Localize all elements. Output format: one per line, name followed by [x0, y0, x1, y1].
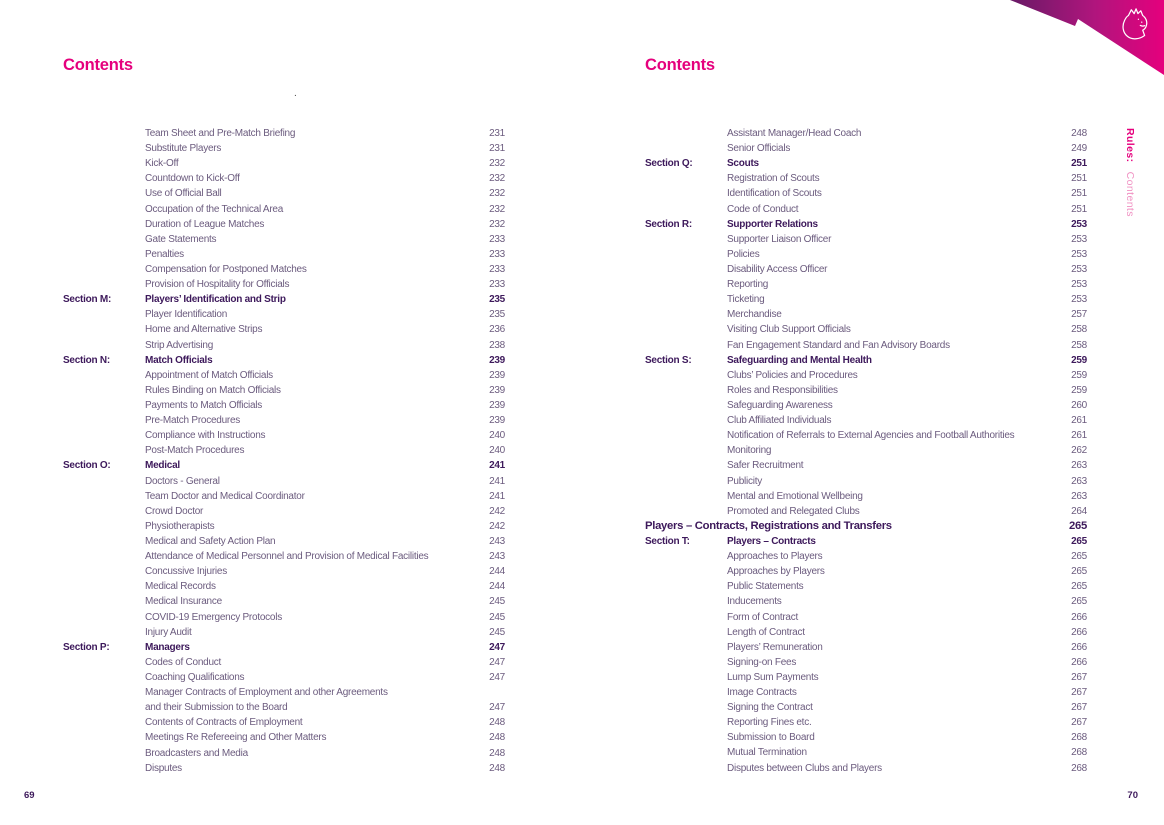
- entry-page-number: 253: [1071, 263, 1087, 275]
- toc-entry-row: [63, 398, 505, 413]
- entry-page-number: 249: [1071, 143, 1087, 155]
- entry-title: Meetings Re Refereeing and Other Matters: [145, 732, 327, 744]
- toc-entry-row: [645, 232, 1087, 247]
- entry-page-number: 258: [1071, 339, 1087, 351]
- toc-entry-row: [645, 262, 1087, 277]
- toc-entry-row: [645, 322, 1087, 337]
- entry-page-number: 259: [1071, 384, 1087, 396]
- entry-page-number: 248: [489, 732, 505, 744]
- toc-entry-row: [63, 519, 505, 534]
- entry-page-number: 251: [1071, 203, 1087, 215]
- entry-page-number: 263: [1071, 460, 1087, 472]
- entry-title: Kick-Off: [145, 158, 179, 170]
- entry-page-number: 248: [489, 747, 505, 759]
- entry-page-number: 268: [1071, 747, 1087, 759]
- toc-entry-row: [63, 247, 505, 262]
- toc-entry-row: [645, 126, 1087, 141]
- entry-page-number: 262: [1071, 445, 1087, 457]
- entry-title: Image Contracts: [727, 687, 797, 699]
- entry-page-number: 247: [489, 641, 505, 653]
- section-label: Section M:: [63, 294, 112, 306]
- entry-page-number: 265: [1071, 551, 1087, 563]
- entry-title: Disputes: [145, 762, 182, 774]
- entry-page-number: 231: [489, 128, 505, 139]
- toc-entry-row: [63, 579, 505, 594]
- toc-entry-row: [63, 232, 505, 247]
- entry-title: Inducements: [727, 596, 782, 608]
- side-tab-rules-contents: [1124, 128, 1136, 217]
- entry-title: Post-Match Procedures: [145, 445, 245, 457]
- entry-title: Appointment of Match Officials: [145, 369, 273, 381]
- entry-title: Players – Contracts: [727, 535, 816, 547]
- entry-title: Player Identification: [145, 309, 228, 321]
- entry-title: Visiting Club Support Officials: [727, 324, 851, 336]
- entry-page-number: 265: [1071, 566, 1087, 578]
- entry-page-number: 244: [489, 581, 505, 593]
- entry-page-number: 266: [1071, 626, 1087, 638]
- entry-page-number: 253: [1071, 279, 1087, 291]
- entry-page-number: 259: [1071, 354, 1087, 366]
- entry-page-number: 243: [489, 535, 505, 547]
- entry-title: Medical and Safety Action Plan: [145, 535, 276, 547]
- toc-entry-row: [645, 504, 1087, 519]
- entry-page-number: 265: [1071, 581, 1087, 593]
- entry-title: Home and Alternative Strips: [145, 324, 263, 336]
- toc-entry-row: [645, 171, 1087, 186]
- toc-entry-row: [645, 277, 1087, 292]
- section-label: Section P:: [63, 641, 110, 653]
- entry-title: Fan Engagement Standard and Fan Advisory Boards: [727, 339, 950, 351]
- toc-entry-row: [645, 247, 1087, 262]
- toc-entry-row: [645, 640, 1087, 655]
- toc-entry-row: [63, 186, 505, 201]
- entry-title: Crowd Doctor: [145, 505, 204, 517]
- entry-page-number: 235: [489, 309, 505, 321]
- entry-title: Compliance with Instructions: [145, 430, 266, 442]
- section-label: Section S:: [645, 354, 692, 366]
- entry-title: Mutual Termination: [727, 747, 807, 759]
- toc-entry-row: [645, 141, 1087, 156]
- toc-entry-row: [645, 307, 1087, 322]
- entry-title: Notification of Referrals to External Agencies and Football Authorities: [727, 430, 1015, 442]
- toc-entry-row: [63, 610, 505, 625]
- toc-entry-row: [645, 443, 1087, 458]
- entry-page-number: 239: [489, 369, 505, 381]
- toc-entry-row: [63, 549, 505, 564]
- entry-page-number: 253: [1071, 218, 1087, 230]
- entry-title: Medical: [145, 460, 180, 472]
- toc-section-row: [63, 458, 505, 473]
- side-tab-contents-label: Contents: [1124, 171, 1136, 217]
- entry-title: Lump Sum Payments: [727, 671, 819, 683]
- entry-title: Players – Contracts, Registrations and Transfers: [645, 519, 892, 532]
- entry-page-number: 233: [489, 279, 505, 291]
- entry-title: Reporting Fines etc.: [727, 717, 812, 729]
- entry-page-number: 232: [489, 203, 505, 215]
- entry-page-number: 239: [489, 399, 505, 411]
- entry-page-number: 232: [489, 218, 505, 230]
- entry-title: Identification of Scouts: [727, 188, 822, 200]
- toc-entry-row: [63, 383, 505, 398]
- toc-entry-row: [63, 564, 505, 579]
- entry-title: Mental and Emotional Wellbeing: [727, 490, 863, 502]
- toc-entry-row: [63, 202, 505, 217]
- entry-title: Safeguarding and Mental Health: [727, 354, 872, 366]
- entry-page-number: 239: [489, 415, 505, 427]
- entry-page-number: 260: [1071, 399, 1087, 411]
- toc-entry-row: [645, 610, 1087, 625]
- entry-title: Provision of Hospitality for Officials: [145, 279, 290, 291]
- toc-part-heading-row: [645, 519, 1087, 534]
- entry-page-number: 240: [489, 445, 505, 457]
- entry-title: Code of Conduct: [727, 203, 799, 215]
- entry-page-number: 261: [1071, 430, 1087, 442]
- entry-title: Pre-Match Procedures: [145, 415, 241, 427]
- toc-entry-row: [645, 428, 1087, 443]
- toc-entry-row: [645, 625, 1087, 640]
- toc-entry-row: [645, 655, 1087, 670]
- entry-page-number: 232: [489, 158, 505, 170]
- entry-page-number: 239: [489, 384, 505, 396]
- toc-entry-row: [63, 474, 505, 489]
- toc-section-row: [645, 156, 1087, 171]
- entry-title: Team Doctor and Medical Coordinator: [145, 490, 305, 502]
- entry-page-number: 264: [1071, 505, 1087, 517]
- entry-page-number: 247: [489, 671, 505, 683]
- entry-title: Publicity: [727, 475, 762, 487]
- entry-title: Signing-on Fees: [727, 656, 797, 668]
- entry-title: Compensation for Postponed Matches: [145, 263, 307, 275]
- entry-page-number: 233: [489, 263, 505, 275]
- entry-title: Roles and Responsibilities: [727, 384, 838, 396]
- folio-page-number-left: 69: [24, 790, 35, 801]
- entry-title: Approaches to Players: [727, 551, 823, 563]
- entry-title: Ticketing: [727, 294, 765, 306]
- entry-page-number: 247: [489, 702, 505, 714]
- entry-page-number: 231: [489, 143, 505, 155]
- entry-title: Supporter Relations: [727, 218, 818, 230]
- entry-page-number: 242: [489, 505, 505, 517]
- toc-section-row: [645, 353, 1087, 368]
- toc-entry-row: [645, 730, 1087, 745]
- toc-entry-row: [63, 428, 505, 443]
- entry-page-number: 267: [1071, 671, 1087, 683]
- entry-title: Physiotherapists: [145, 520, 215, 532]
- page-title-left: Contents: [63, 56, 133, 74]
- entry-title: Codes of Conduct: [145, 656, 222, 668]
- entry-title: Medical Insurance: [145, 596, 222, 608]
- toc-entry-row: [63, 368, 505, 383]
- toc-entry-row: [63, 413, 505, 428]
- entry-page-number: 253: [1071, 294, 1087, 306]
- toc-entry-row: [63, 504, 505, 519]
- entry-page-number: 233: [489, 248, 505, 260]
- entry-title: Countdown to Kick-Off: [145, 173, 240, 185]
- toc-entry-row: [63, 141, 505, 156]
- entry-page-number: 245: [489, 626, 505, 638]
- toc-entry-row: [645, 398, 1087, 413]
- entry-title: COVID-19 Emergency Protocols: [145, 611, 282, 623]
- toc-entry-row: [63, 670, 505, 685]
- entry-title: Merchandise: [727, 309, 782, 321]
- entry-title: Disputes between Clubs and Players: [727, 762, 882, 774]
- section-label: Section R:: [645, 218, 692, 230]
- entry-page-number: 251: [1071, 173, 1087, 185]
- toc-entry-row: [63, 685, 505, 715]
- entry-title: Club Affiliated Individuals: [727, 415, 832, 427]
- toc-entry-row: [645, 700, 1087, 715]
- toc-entry-row: [645, 670, 1087, 685]
- toc-list-left: [63, 126, 505, 776]
- entry-page-number: 258: [1071, 324, 1087, 336]
- folio-page-number-right: 70: [1127, 790, 1138, 801]
- entry-page-number: 265: [1071, 535, 1087, 547]
- entry-title: Match Officials: [145, 354, 213, 366]
- entry-title: Concussive Injuries: [145, 566, 227, 578]
- entry-title: Public Statements: [727, 581, 804, 593]
- entry-page-number: 265: [1071, 596, 1087, 608]
- entry-page-number: 257: [1071, 309, 1087, 321]
- entry-page-number: 232: [489, 188, 505, 200]
- entry-page-number: 247: [489, 656, 505, 668]
- section-label: Section O:: [63, 460, 111, 472]
- entry-title: Safer Recruitment: [727, 460, 804, 472]
- entry-title: Injury Audit: [145, 626, 192, 638]
- entry-page-number: 240: [489, 430, 505, 442]
- section-label: Section Q:: [645, 158, 693, 170]
- toc-entry-row: [63, 443, 505, 458]
- entry-title: Disability Access Officer: [727, 263, 828, 275]
- entry-title: Senior Officials: [727, 143, 791, 155]
- entry-title: Monitoring: [727, 445, 772, 457]
- entry-title: Use of Official Ball: [145, 188, 222, 200]
- entry-page-number: 267: [1071, 717, 1087, 729]
- entry-page-number: 251: [1071, 158, 1087, 170]
- entry-page-number: 263: [1071, 490, 1087, 502]
- toc-entry-row: [63, 171, 505, 186]
- entry-title: Players’ Identification and Strip: [145, 294, 286, 306]
- toc-entry-row: [645, 383, 1087, 398]
- entry-page-number: 235: [489, 294, 505, 306]
- entry-title: Substitute Players: [145, 143, 222, 155]
- toc-entry-row: [63, 746, 505, 761]
- toc-section-row: [63, 292, 505, 307]
- entry-title: Length of Contract: [727, 626, 805, 638]
- entry-title: Registration of Scouts: [727, 173, 820, 185]
- entry-page-number: 232: [489, 173, 505, 185]
- toc-entry-row: [645, 564, 1087, 579]
- entry-page-number: 239: [489, 354, 505, 366]
- entry-page-number: 233: [489, 233, 505, 245]
- toc-section-row: [645, 217, 1087, 232]
- toc-entry-row: [645, 715, 1087, 730]
- entry-page-number: 245: [489, 611, 505, 623]
- entry-title: Rules Binding on Match Officials: [145, 384, 281, 396]
- entry-title: Manager Contracts of Employment and other Agreements and their Submission to the Board: [145, 687, 388, 714]
- entry-title: Form of Contract: [727, 611, 799, 623]
- toc-entry-row: [63, 761, 505, 776]
- section-label: Section N:: [63, 354, 110, 366]
- entry-page-number: 248: [1071, 128, 1087, 139]
- entry-title: Broadcasters and Media: [145, 747, 248, 759]
- toc-list-right: [645, 126, 1087, 776]
- toc-entry-row: [645, 489, 1087, 504]
- corner-ribbon: [1000, 0, 1164, 80]
- toc-section-row: [645, 534, 1087, 549]
- entry-page-number: 242: [489, 520, 505, 532]
- entry-page-number: 245: [489, 596, 505, 608]
- side-tab-rules-label: Rules:: [1124, 128, 1136, 163]
- entry-page-number: 248: [489, 762, 505, 774]
- toc-entry-row: [63, 322, 505, 337]
- entry-title: Clubs’ Policies and Procedures: [727, 369, 858, 381]
- toc-entry-row: [645, 685, 1087, 700]
- toc-entry-row: [645, 549, 1087, 564]
- entry-page-number: 241: [489, 460, 505, 472]
- entry-page-number: 267: [1071, 702, 1087, 714]
- toc-section-row: [63, 353, 505, 368]
- entry-page-number: 238: [489, 339, 505, 351]
- toc-entry-row: [63, 307, 505, 322]
- toc-entry-row: [63, 730, 505, 745]
- toc-entry-row: [645, 745, 1087, 760]
- entry-title: Signing the Contract: [727, 702, 813, 714]
- entry-page-number: 267: [1071, 687, 1087, 699]
- toc-entry-row: [63, 655, 505, 670]
- entry-page-number: 251: [1071, 188, 1087, 200]
- section-label: Section T:: [645, 535, 690, 547]
- toc-entry-row: [63, 217, 505, 232]
- entry-title: Team Sheet and Pre-Match Briefing: [145, 128, 296, 139]
- entry-title: Scouts: [727, 158, 759, 170]
- entry-page-number: 253: [1071, 233, 1087, 245]
- entry-page-number: 248: [489, 717, 505, 729]
- entry-title: Attendance of Medical Personnel and Provision of Medical Facilities: [145, 551, 429, 563]
- toc-entry-row: [63, 156, 505, 171]
- stray-dot: .: [294, 88, 297, 99]
- entry-page-number: 265: [1069, 519, 1087, 532]
- entry-title: Approaches by Players: [727, 566, 825, 578]
- toc-entry-row: [645, 594, 1087, 609]
- entry-page-number: 266: [1071, 656, 1087, 668]
- entry-title: Payments to Match Officials: [145, 399, 262, 411]
- toc-entry-row: [63, 262, 505, 277]
- entry-title: Policies: [727, 248, 760, 260]
- entry-page-number: 236: [489, 324, 505, 336]
- entry-page-number: 241: [489, 475, 505, 487]
- entry-title: Gate Statements: [145, 233, 217, 245]
- entry-title: Medical Records: [145, 581, 216, 593]
- entry-page-number: 266: [1071, 641, 1087, 653]
- toc-entry-row: [645, 761, 1087, 776]
- entry-title: Strip Advertising: [145, 339, 214, 351]
- toc-entry-row: [63, 534, 505, 549]
- entry-page-number: 263: [1071, 475, 1087, 487]
- entry-page-number: 253: [1071, 248, 1087, 260]
- toc-entry-row: [645, 413, 1087, 428]
- toc-entry-row: [63, 489, 505, 504]
- entry-title: Penalties: [145, 248, 184, 260]
- entry-page-number: 268: [1071, 732, 1087, 744]
- toc-entry-row: [63, 338, 505, 353]
- entry-page-number: 261: [1071, 415, 1087, 427]
- toc-entry-row: [63, 625, 505, 640]
- entry-page-number: 259: [1071, 369, 1087, 381]
- entry-title: Supporter Liaison Officer: [727, 233, 832, 245]
- entry-title: Contents of Contracts of Employment: [145, 717, 303, 729]
- toc-section-row: [63, 640, 505, 655]
- entry-page-number: 266: [1071, 611, 1087, 623]
- entry-page-number: 244: [489, 566, 505, 578]
- toc-entry-row: [63, 715, 505, 730]
- toc-entry-row: [645, 292, 1087, 307]
- toc-entry-row: [645, 202, 1087, 217]
- entry-title: Managers: [145, 641, 190, 653]
- toc-entry-row: [63, 277, 505, 292]
- toc-entry-row: [63, 126, 505, 141]
- toc-entry-row: [645, 579, 1087, 594]
- entry-title: Duration of League Matches: [145, 218, 265, 230]
- toc-entry-row: [63, 594, 505, 609]
- entry-page-number: 268: [1071, 762, 1087, 774]
- page-title-right: Contents: [645, 56, 715, 74]
- toc-entry-row: [645, 458, 1087, 473]
- entry-page-number: 243: [489, 551, 505, 563]
- entry-title: Coaching Qualifications: [145, 671, 245, 683]
- toc-entry-row: [645, 338, 1087, 353]
- entry-title: Doctors - General: [145, 475, 220, 487]
- entry-title: Players’ Remuneration: [727, 641, 823, 653]
- entry-title: Safeguarding Awareness: [727, 399, 833, 411]
- toc-entry-row: [645, 474, 1087, 489]
- entry-title: Submission to Board: [727, 732, 815, 744]
- entry-title: Assistant Manager/Head Coach: [727, 128, 862, 139]
- toc-entry-row: [645, 368, 1087, 383]
- entry-title: Occupation of the Technical Area: [145, 203, 284, 215]
- toc-entry-row: [645, 186, 1087, 201]
- entry-title: Reporting: [727, 279, 769, 291]
- entry-page-number: 241: [489, 490, 505, 502]
- entry-title: Promoted and Relegated Clubs: [727, 505, 860, 517]
